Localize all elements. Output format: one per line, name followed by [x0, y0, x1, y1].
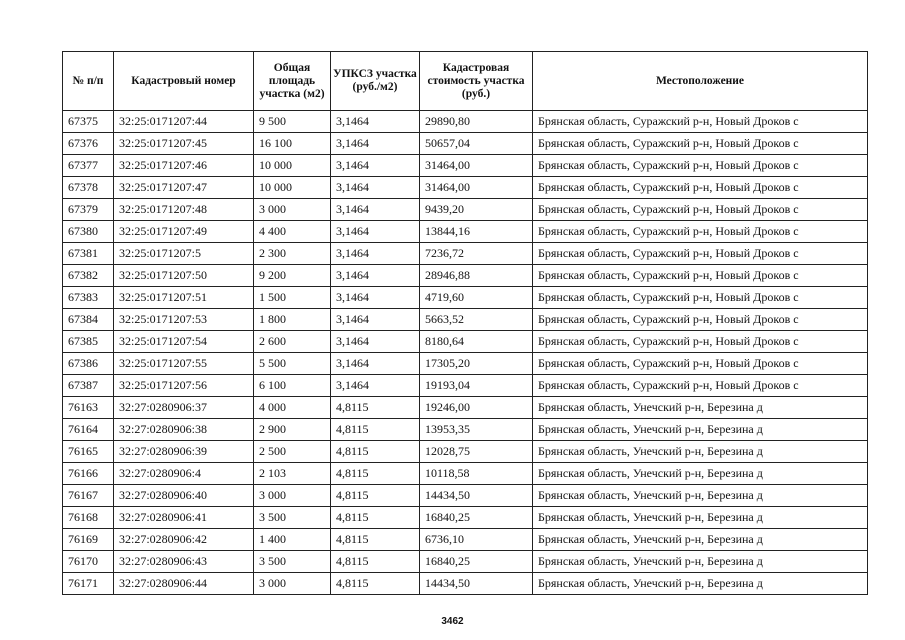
- cell-cadastral-value: 50657,04: [420, 133, 533, 155]
- cell-upksz: 4,8115: [331, 507, 420, 529]
- cell-cadastral-number: 32:25:0171207:49: [114, 221, 254, 243]
- cell-area: 2 300: [254, 243, 331, 265]
- cell-area: 3 000: [254, 199, 331, 221]
- table-body: [63, 111, 868, 595]
- cell-upksz: 3,1464: [331, 353, 420, 375]
- cell-cadastral-value: 5663,52: [420, 309, 533, 331]
- table-row: [63, 331, 868, 353]
- table-row: [63, 397, 868, 419]
- cell-row-number: 67381: [63, 243, 114, 265]
- cell-row-number: 67380: [63, 221, 114, 243]
- cell-cadastral-value: 31464,00: [420, 155, 533, 177]
- header-cadastral-number: Кадастровый номер: [114, 52, 254, 111]
- table-row: [63, 419, 868, 441]
- table-row: [63, 243, 868, 265]
- cell-area: 2 103: [254, 463, 331, 485]
- cell-row-number: 67387: [63, 375, 114, 397]
- cell-location: Брянская область, Суражский р-н, Новый Дроков с: [533, 287, 868, 309]
- header-row-number: № п/п: [63, 52, 114, 111]
- cell-location: Брянская область, Суражский р-н, Новый Дроков с: [533, 353, 868, 375]
- cell-cadastral-number: 32:25:0171207:48: [114, 199, 254, 221]
- table-row: [63, 309, 868, 331]
- cell-location: Брянская область, Суражский р-н, Новый Дроков с: [533, 221, 868, 243]
- cell-row-number: 67385: [63, 331, 114, 353]
- cell-upksz: 3,1464: [331, 287, 420, 309]
- cell-row-number: 67376: [63, 133, 114, 155]
- cell-area: 1 800: [254, 309, 331, 331]
- cell-cadastral-number: 32:25:0171207:45: [114, 133, 254, 155]
- cell-cadastral-value: 9439,20: [420, 199, 533, 221]
- cell-cadastral-number: 32:25:0171207:47: [114, 177, 254, 199]
- header-location: Местоположение: [533, 52, 868, 111]
- header-area: Общая площадь участка (м2): [254, 52, 331, 111]
- cell-cadastral-number: 32:25:0171207:53: [114, 309, 254, 331]
- cell-cadastral-number: 32:25:0171207:56: [114, 375, 254, 397]
- cell-row-number: 67386: [63, 353, 114, 375]
- cell-cadastral-number: 32:27:0280906:39: [114, 441, 254, 463]
- table-row: [63, 133, 868, 155]
- cell-row-number: 76170: [63, 551, 114, 573]
- cell-cadastral-value: 16840,25: [420, 551, 533, 573]
- cadastral-table: [62, 51, 868, 595]
- cell-row-number: 67377: [63, 155, 114, 177]
- cell-upksz: 3,1464: [331, 221, 420, 243]
- cell-cadastral-number: 32:25:0171207:50: [114, 265, 254, 287]
- cell-cadastral-number: 32:27:0280906:42: [114, 529, 254, 551]
- cell-location: Брянская область, Унечский р-н, Березина д: [533, 485, 868, 507]
- cell-cadastral-number: 32:27:0280906:43: [114, 551, 254, 573]
- cell-cadastral-value: 19246,00: [420, 397, 533, 419]
- cell-area: 9 200: [254, 265, 331, 287]
- table-row: [63, 573, 868, 595]
- cell-area: 1 400: [254, 529, 331, 551]
- cell-location: Брянская область, Унечский р-н, Березина д: [533, 573, 868, 595]
- cell-upksz: 4,8115: [331, 573, 420, 595]
- cell-cadastral-value: 14434,50: [420, 485, 533, 507]
- cell-area: 2 500: [254, 441, 331, 463]
- table-row: [63, 485, 868, 507]
- cell-upksz: 4,8115: [331, 551, 420, 573]
- cell-row-number: 67379: [63, 199, 114, 221]
- cell-cadastral-value: 6736,10: [420, 529, 533, 551]
- cell-location: Брянская область, Унечский р-н, Березина д: [533, 463, 868, 485]
- cell-area: 4 400: [254, 221, 331, 243]
- cell-row-number: 76163: [63, 397, 114, 419]
- cell-upksz: 4,8115: [331, 463, 420, 485]
- cell-upksz: 3,1464: [331, 331, 420, 353]
- cell-row-number: 67384: [63, 309, 114, 331]
- cell-cadastral-number: 32:25:0171207:44: [114, 111, 254, 133]
- cell-location: Брянская область, Суражский р-н, Новый Дроков с: [533, 331, 868, 353]
- cell-location: Брянская область, Унечский р-н, Березина д: [533, 529, 868, 551]
- cell-row-number: 67382: [63, 265, 114, 287]
- cell-location: Брянская область, Суражский р-н, Новый Дроков с: [533, 243, 868, 265]
- cell-row-number: 76167: [63, 485, 114, 507]
- cell-upksz: 4,8115: [331, 485, 420, 507]
- table-row: [63, 287, 868, 309]
- cell-upksz: 3,1464: [331, 243, 420, 265]
- cell-area: 10 000: [254, 177, 331, 199]
- cell-area: 9 500: [254, 111, 331, 133]
- cell-area: 5 500: [254, 353, 331, 375]
- cell-cadastral-number: 32:25:0171207:51: [114, 287, 254, 309]
- cell-area: 3 000: [254, 573, 331, 595]
- cell-location: Брянская область, Унечский р-н, Березина д: [533, 507, 868, 529]
- cell-cadastral-number: 32:27:0280906:44: [114, 573, 254, 595]
- cell-row-number: 67375: [63, 111, 114, 133]
- cell-cadastral-value: 12028,75: [420, 441, 533, 463]
- cell-location: Брянская область, Унечский р-н, Березина д: [533, 419, 868, 441]
- cell-location: Брянская область, Суражский р-н, Новый Дроков с: [533, 309, 868, 331]
- cell-upksz: 4,8115: [331, 419, 420, 441]
- cell-location: Брянская область, Суражский р-н, Новый Дроков с: [533, 199, 868, 221]
- cell-row-number: 67378: [63, 177, 114, 199]
- cell-location: Брянская область, Суражский р-н, Новый Дроков с: [533, 375, 868, 397]
- table-row: [63, 353, 868, 375]
- cell-upksz: 3,1464: [331, 199, 420, 221]
- cell-area: 6 100: [254, 375, 331, 397]
- cell-upksz: 3,1464: [331, 265, 420, 287]
- header-upksz: УПКСЗ участка (руб./м2): [331, 52, 420, 111]
- cell-area: 16 100: [254, 133, 331, 155]
- cell-cadastral-number: 32:25:0171207:55: [114, 353, 254, 375]
- cell-location: Брянская область, Унечский р-н, Березина д: [533, 397, 868, 419]
- table-row: [63, 111, 868, 133]
- cell-cadastral-number: 32:27:0280906:38: [114, 419, 254, 441]
- header-cadastral-value: Кадастровая стоимость участка (руб.): [420, 52, 533, 111]
- table-row: [63, 199, 868, 221]
- cell-cadastral-value: 31464,00: [420, 177, 533, 199]
- cell-cadastral-value: 16840,25: [420, 507, 533, 529]
- table-row: [63, 375, 868, 397]
- cell-row-number: 76169: [63, 529, 114, 551]
- cell-cadastral-value: 7236,72: [420, 243, 533, 265]
- cell-area: 10 000: [254, 155, 331, 177]
- cell-area: 2 900: [254, 419, 331, 441]
- cell-row-number: 76166: [63, 463, 114, 485]
- page-number: 3462: [441, 616, 464, 627]
- cell-upksz: 3,1464: [331, 133, 420, 155]
- cell-cadastral-value: 14434,50: [420, 573, 533, 595]
- cell-upksz: 3,1464: [331, 177, 420, 199]
- cell-area: 4 000: [254, 397, 331, 419]
- cell-cadastral-number: 32:25:0171207:46: [114, 155, 254, 177]
- cell-upksz: 3,1464: [331, 375, 420, 397]
- cell-cadastral-value: 8180,64: [420, 331, 533, 353]
- cell-cadastral-value: 13953,35: [420, 419, 533, 441]
- cell-row-number: 76171: [63, 573, 114, 595]
- cell-location: Брянская область, Унечский р-н, Березина д: [533, 441, 868, 463]
- cell-upksz: 4,8115: [331, 441, 420, 463]
- cell-location: Брянская область, Унечский р-н, Березина д: [533, 551, 868, 573]
- cell-cadastral-number: 32:25:0171207:54: [114, 331, 254, 353]
- cell-upksz: 4,8115: [331, 397, 420, 419]
- cell-location: Брянская область, Суражский р-н, Новый Дроков с: [533, 265, 868, 287]
- cell-row-number: 76164: [63, 419, 114, 441]
- cell-cadastral-value: 13844,16: [420, 221, 533, 243]
- cell-upksz: 3,1464: [331, 155, 420, 177]
- cell-upksz: 4,8115: [331, 529, 420, 551]
- cell-cadastral-number: 32:27:0280906:41: [114, 507, 254, 529]
- cell-cadastral-value: 17305,20: [420, 353, 533, 375]
- cell-area: 3 500: [254, 507, 331, 529]
- table-row: [63, 507, 868, 529]
- cell-cadastral-number: 32:27:0280906:37: [114, 397, 254, 419]
- cell-cadastral-value: 29890,80: [420, 111, 533, 133]
- cell-area: 2 600: [254, 331, 331, 353]
- cell-row-number: 76168: [63, 507, 114, 529]
- cell-upksz: 3,1464: [331, 309, 420, 331]
- cell-cadastral-number: 32:27:0280906:4: [114, 463, 254, 485]
- cell-upksz: 3,1464: [331, 111, 420, 133]
- cell-area: 3 500: [254, 551, 331, 573]
- table-row: [63, 441, 868, 463]
- table-row: [63, 155, 868, 177]
- table-row: [63, 177, 868, 199]
- table-row: [63, 529, 868, 551]
- table-row: [63, 463, 868, 485]
- cell-cadastral-value: 28946,88: [420, 265, 533, 287]
- cell-cadastral-value: 4719,60: [420, 287, 533, 309]
- table-row: [63, 551, 868, 573]
- cell-area: 1 500: [254, 287, 331, 309]
- table-row: [63, 221, 868, 243]
- cell-area: 3 000: [254, 485, 331, 507]
- table-row: [63, 265, 868, 287]
- cell-cadastral-value: 19193,04: [420, 375, 533, 397]
- cell-location: Брянская область, Суражский р-н, Новый Дроков с: [533, 155, 868, 177]
- cell-location: Брянская область, Суражский р-н, Новый Дроков с: [533, 133, 868, 155]
- cell-cadastral-number: 32:25:0171207:5: [114, 243, 254, 265]
- table-header-row: [63, 52, 868, 111]
- cell-cadastral-number: 32:27:0280906:40: [114, 485, 254, 507]
- cell-location: Брянская область, Суражский р-н, Новый Дроков с: [533, 111, 868, 133]
- cell-location: Брянская область, Суражский р-н, Новый Дроков с: [533, 177, 868, 199]
- cell-row-number: 67383: [63, 287, 114, 309]
- cell-row-number: 76165: [63, 441, 114, 463]
- cell-cadastral-value: 10118,58: [420, 463, 533, 485]
